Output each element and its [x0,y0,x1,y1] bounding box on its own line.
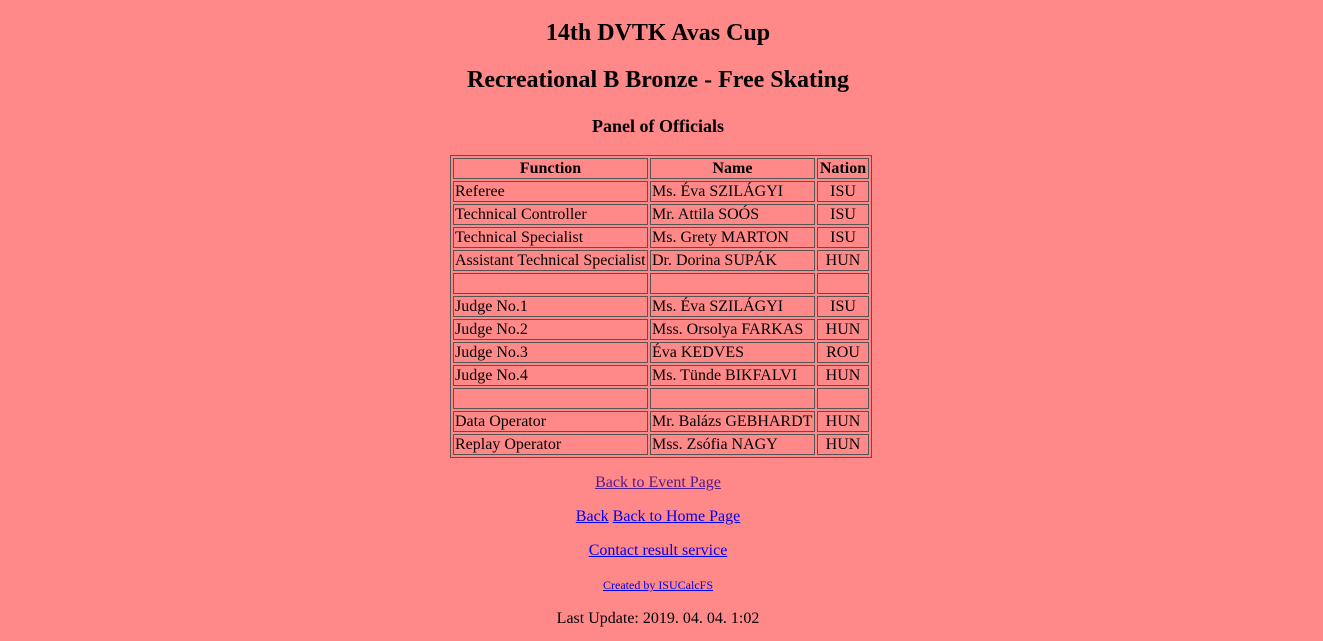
back-to-event-link[interactable]: Back to Event Page [595,474,721,491]
cell-function: Judge No.1 [453,296,648,317]
cell-nation [817,388,869,409]
cell-nation: HUN [817,365,869,386]
cell-nation [817,273,869,294]
section-heading: Panel of Officials [592,116,724,136]
table-row [453,250,869,271]
table-row [453,388,869,409]
table-row [453,411,869,432]
contact-row [0,542,1316,560]
cell-name [650,273,815,294]
cell-function [453,273,648,294]
cell-nation: ROU [817,342,869,363]
page-title: 14th DVTK Avas Cup [545,20,771,46]
table-row [453,296,869,317]
column-header-name: Name [650,158,815,179]
column-header-nation: Nation [817,158,869,179]
column-header-function: Function [453,158,648,179]
cell-name: Éva KEDVES [650,342,815,363]
cell-function: Technical Controller [453,204,648,225]
cell-nation: ISU [817,204,869,225]
event-subtitle: Recreational B Bronze - Free Skating [467,67,849,93]
cell-nation: ISU [817,227,869,248]
created-by-link[interactable]: Created by ISUCalcFS [603,578,713,592]
created-by-row [0,578,1316,593]
cell-function: Referee [453,181,648,202]
contact-result-service-link[interactable]: Contact result service [588,542,728,559]
table-row [453,181,869,202]
table-row [453,319,869,340]
cell-function: Data Operator [453,411,648,432]
table-row [453,342,869,363]
cell-name: Ms. Tünde BIKFALVI [650,365,815,386]
last-update: Last Update: 2019. 04. 04. 1:02 [556,610,760,627]
cell-function: Judge No.2 [453,319,648,340]
back-to-home-link[interactable]: Back to Home Page [612,508,741,525]
table-row [453,204,869,225]
back-links-row [0,508,1316,526]
cell-name [650,388,815,409]
cell-nation: ISU [817,296,869,317]
cell-name: Mr. Balázs GEBHARDT [650,411,815,432]
back-to-event-row [0,474,1316,492]
cell-name: Mr. Attila SOÓS [650,204,815,225]
table-header-row [453,158,869,179]
table-row [453,365,869,386]
cell-name: Ms. Éva SZILÁGYI [650,181,815,202]
cell-nation: HUN [817,319,869,340]
cell-name: Dr. Dorina SUPÁK [650,250,815,271]
table-row [453,434,869,455]
table-row [453,273,869,294]
cell-function: Judge No.4 [453,365,648,386]
cell-function: Assistant Technical Specialist [453,250,648,271]
officials-table [450,155,872,458]
cell-function [453,388,648,409]
cell-name: Ms. Grety MARTON [650,227,815,248]
cell-name: Mss. Orsolya FARKAS [650,319,815,340]
cell-nation: HUN [817,434,869,455]
back-link[interactable]: Back [575,508,609,525]
cell-nation: HUN [817,250,869,271]
cell-name: Ms. Éva SZILÁGYI [650,296,815,317]
table-row [453,227,869,248]
cell-function: Technical Specialist [453,227,648,248]
cell-function: Replay Operator [453,434,648,455]
cell-nation: HUN [817,411,869,432]
cell-nation: ISU [817,181,869,202]
cell-function: Judge No.3 [453,342,648,363]
cell-name: Mss. Zsófia NAGY [650,434,815,455]
